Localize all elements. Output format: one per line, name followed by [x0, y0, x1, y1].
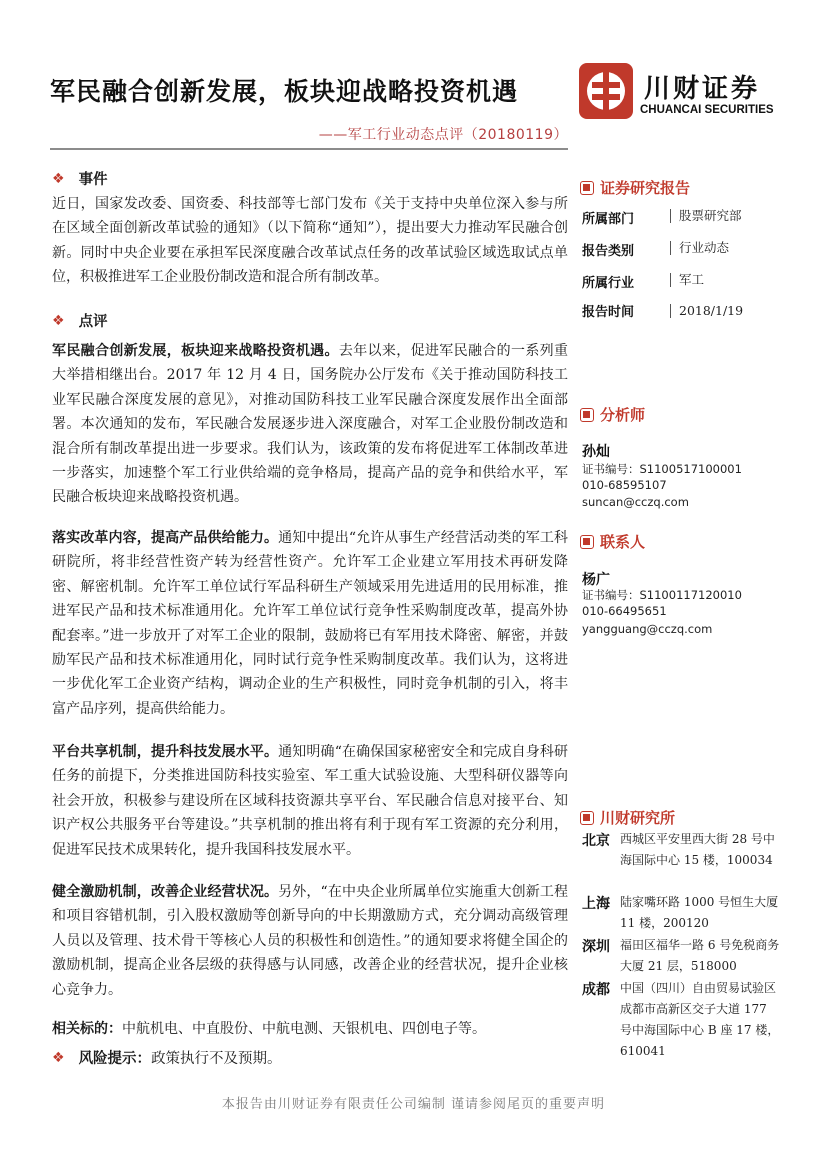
- analyst-phone: 010-68595107: [582, 478, 667, 492]
- office-address-shanghai: 陆家嘴环路 1000 号恒生大厦 11 楼，200120: [620, 895, 779, 930]
- sidebar-heading-analyst: 分析师: [580, 404, 645, 425]
- section-heading-event: ❖ 事件: [52, 170, 108, 188]
- meta-label-department: 所属部门: [582, 212, 635, 227]
- office-address-chengdu: 中国（四川）自由贸易试验区成都市高新区交子大道 177 号中海国际中心 B 座 17 楼，610041: [620, 981, 780, 1058]
- comment-paragraph-2: 落实改革内容，提高产品供给能力。通知中提出“允许从事生产经营活动类的军工科研院所，将非经营性资产转为经营性资产。允许军工企业建立军用技术再研发降密、解密机制。允许军工单位试行军品科研生产领域采用先进适用的民用标准，推进军民产品和技术标准通用化。允许军工单位试行竞争性采购制度改革，提高外协配套率。”进一步放开了对军工企业的限制，鼓励将已有军用技术降密、解密，并鼓励军民产品和技术标准通用化，同时试行竞争性采购制度改革。我们认为，这将进一步优化军工企业资产结构，调动企业的生产积极性，同时竞争机制的引入，将丰富产品序列，提高供给能力。: [52, 530, 569, 717]
- office-city-beijing: 北京: [582, 833, 610, 849]
- meta-label-category: 报告类别: [582, 244, 635, 259]
- meta-label-industry: 所属行业: [582, 276, 635, 291]
- sidebar-heading-institute: 川财研究所: [580, 807, 675, 828]
- office-address-beijing: 西城区平安里西大街 28 号中海国际中心 15 楼，100034: [620, 832, 775, 867]
- related-targets: 相关标的：中航机电、中直股份、中航电测、天银机电、四创电子等。: [52, 1021, 486, 1037]
- report-title: 军民融合创新发展，板块迎战略投资机遇: [50, 77, 519, 106]
- section-heading-comment: ❖ 点评: [52, 312, 108, 330]
- comment-paragraph-3: 平台共享机制，提升科技发展水平。通知明确“在确保国家秘密安全和完成自身科研任务的前提下，分类推进国防科技实验室、军工重大试验设施、大型科研仪器等向社会开放，积极参与建设所在区域科技资源共享平台、军民融合信息对接平台、知识产权公共服务平台等建设。”共享机制的推出将有利于现有军工资源的充分利用，促进军民技术成果转化，提升我国科技发展水平。: [52, 744, 569, 858]
- office-city-shanghai: 上海: [582, 896, 610, 912]
- section-square-icon: [580, 811, 594, 825]
- comment-paragraph-4: 健全激励机制，改善企业经营状况。另外，“在中央企业所属单位实施重大创新工程和项目容错机制，引入股权激励等创新导向的中长期激励方式，充分调动高级管理人员以及管理、技术骨干等核心人员的积极性和创造性。”的通知要求将健全国企的激励机制，提高企业各层级的获得感与认同感，改善企业的经营状况，提升企业核心竞争力。: [52, 884, 569, 998]
- office-city-chengdu: 成都: [582, 982, 610, 998]
- section-square-icon: [580, 535, 594, 549]
- office-city-shenzhen: 深圳: [582, 939, 610, 955]
- risk-warning: ❖ 风险提示： 政策执行不及预期。: [52, 1049, 282, 1067]
- office-address-shenzhen: 福田区福华一路 6 号免税商务大厦 21 层，518000: [620, 938, 780, 973]
- contact-name: 杨广: [582, 572, 610, 588]
- chuancai-logo-icon: [578, 62, 634, 120]
- contact-cert: 证书编号：S1100117120010: [582, 588, 742, 602]
- diamond-bullet-icon: ❖: [52, 170, 65, 187]
- report-subtitle: ——军工行业动态点评（20180119）: [318, 127, 568, 143]
- sidebar-heading-report: 证券研究报告: [580, 177, 690, 198]
- title-divider: [50, 148, 568, 150]
- diamond-bullet-icon: ❖: [52, 1049, 65, 1066]
- section-square-icon: [580, 181, 594, 195]
- brand-name-en: CHUANCAI SECURITIES: [640, 104, 774, 116]
- analyst-cert: 证书编号：S1100517100001: [582, 462, 742, 476]
- meta-value-industry: 军工: [670, 273, 704, 287]
- page-footer: 本报告由川财证券有限责任公司编制 谨请参阅尾页的重要声明: [221, 1097, 606, 1112]
- analyst-email: suncan@cczq.com: [582, 495, 689, 509]
- event-paragraph: 近日，国家发改委、国资委、科技部等七部门发布《关于支持中央单位深入参与所在区域全面创新改革试验的通知》（以下简称“通知”），提出要大力推动军民融合创新。同时中央企业要在承担军民深度融合改革试点任务的改革试验区域选取试点单位，积极推进军工企业股份制改造和混合所有制改革。: [52, 196, 568, 286]
- sidebar-heading-contact: 联系人: [580, 531, 645, 552]
- contact-email: yangguang@cczq.com: [582, 622, 713, 636]
- diamond-bullet-icon: ❖: [52, 312, 65, 329]
- contact-phone: 010-66495651: [582, 604, 667, 618]
- meta-value-department: 股票研究部: [670, 209, 742, 223]
- section-square-icon: [580, 408, 594, 422]
- meta-label-date: 报告时间: [582, 305, 635, 320]
- analyst-name: 孙灿: [582, 444, 610, 460]
- meta-value-category: 行业动态: [670, 241, 729, 255]
- brand-name-cn: 川财证券: [644, 74, 761, 104]
- comment-paragraph-1: 军民融合创新发展，板块迎来战略投资机遇。去年以来，促进军民融合的一系列重大举措相继出台。2017 年 12 月 4 日，国务院办公厅发布《关于推动国防科技工业军民融合深度发展的意见》，对推动国防科技工业军民融合深度发展作出全面部署。本次通知的发布，军民融合发展逐步进入深度融合，对军工企业股份制改造和混合所有制改革提出进一步要求。我们认为，该政策的发布将促进军工体制改革进一步落实，加速整个军工行业供给端的竞争格局，提高产品的竞争和供给水平，军民融合板块迎来战略投资机遇。: [52, 343, 569, 506]
- meta-value-date: 2018/1/19: [670, 304, 743, 318]
